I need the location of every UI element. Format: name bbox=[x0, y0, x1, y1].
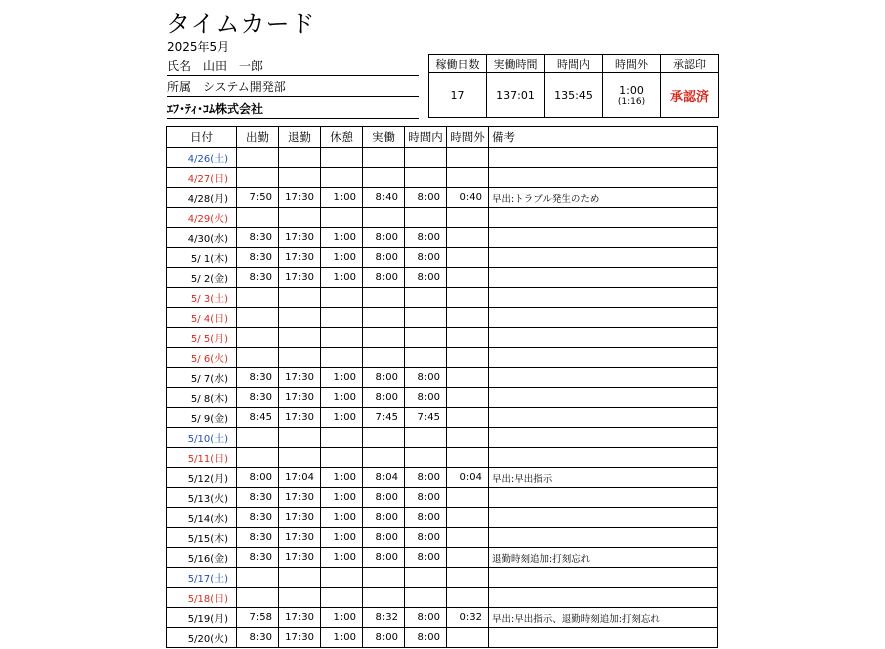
date-cell: 5/ 4(日) bbox=[167, 308, 237, 328]
break-cell bbox=[321, 448, 363, 468]
within-cell bbox=[405, 328, 447, 348]
overtime-cell: 0:04 bbox=[447, 468, 489, 488]
actual-cell bbox=[363, 568, 405, 588]
notes-cell bbox=[489, 308, 718, 328]
notes-cell bbox=[489, 508, 718, 528]
overtime-cell bbox=[447, 488, 489, 508]
overtime-cell bbox=[447, 548, 489, 568]
actual-cell: 8:00 bbox=[363, 228, 405, 248]
date-cell: 5/18(日) bbox=[167, 588, 237, 608]
employee-name-row bbox=[167, 57, 419, 76]
within-cell: 8:00 bbox=[405, 628, 447, 648]
table-row bbox=[167, 148, 718, 168]
dept-label: 所属 bbox=[167, 80, 192, 94]
break-cell: 1:00 bbox=[321, 268, 363, 288]
actual-cell bbox=[363, 308, 405, 328]
notes-cell bbox=[489, 348, 718, 368]
notes-cell: 早出:トラブル発生のため bbox=[489, 188, 718, 208]
table-row bbox=[167, 168, 718, 188]
within-cell bbox=[405, 308, 447, 328]
notes-cell bbox=[489, 408, 718, 428]
date-cell: 5/ 3(土) bbox=[167, 288, 237, 308]
within-cell: 8:00 bbox=[405, 228, 447, 248]
notes-cell bbox=[489, 228, 718, 248]
period-month: 2025年5月 bbox=[167, 40, 230, 54]
table-row bbox=[167, 508, 718, 528]
summary-within-hours: 135:45 bbox=[545, 73, 603, 118]
col-header-within: 時間内 bbox=[405, 127, 447, 148]
within-cell: 8:00 bbox=[405, 508, 447, 528]
date-cell: 5/10(土) bbox=[167, 428, 237, 448]
within-cell bbox=[405, 568, 447, 588]
notes-cell bbox=[489, 168, 718, 188]
actual-cell bbox=[363, 288, 405, 308]
clock-out-cell: 17:30 bbox=[279, 268, 321, 288]
clock-out-cell: 17:30 bbox=[279, 628, 321, 648]
clock-in-cell: 8:30 bbox=[237, 368, 279, 388]
table-row bbox=[167, 448, 718, 468]
within-cell: 8:00 bbox=[405, 188, 447, 208]
clock-in-cell bbox=[237, 568, 279, 588]
overtime-cell bbox=[447, 588, 489, 608]
clock-in-cell bbox=[237, 288, 279, 308]
clock-in-cell bbox=[237, 308, 279, 328]
date-cell: 4/30(水) bbox=[167, 228, 237, 248]
clock-in-cell: 8:30 bbox=[237, 228, 279, 248]
col-header-notes: 備考 bbox=[489, 127, 718, 148]
actual-cell bbox=[363, 428, 405, 448]
actual-cell bbox=[363, 448, 405, 468]
overtime-cell bbox=[447, 288, 489, 308]
department-row bbox=[167, 78, 419, 97]
clock-out-cell bbox=[279, 308, 321, 328]
actual-cell: 8:00 bbox=[363, 528, 405, 548]
notes-cell bbox=[489, 528, 718, 548]
summary-table bbox=[428, 54, 719, 118]
within-cell bbox=[405, 208, 447, 228]
actual-cell bbox=[363, 348, 405, 368]
clock-out-cell bbox=[279, 588, 321, 608]
overtime-cell bbox=[447, 628, 489, 648]
notes-cell bbox=[489, 268, 718, 288]
clock-in-cell: 8:30 bbox=[237, 388, 279, 408]
table-row bbox=[167, 248, 718, 268]
page-title: タイムカード bbox=[166, 10, 316, 38]
within-cell: 8:00 bbox=[405, 548, 447, 568]
approval-stamp-cell bbox=[661, 73, 719, 118]
within-cell bbox=[405, 288, 447, 308]
overtime-cell bbox=[447, 528, 489, 548]
date-cell: 5/20(火) bbox=[167, 628, 237, 648]
within-cell bbox=[405, 588, 447, 608]
actual-cell: 8:00 bbox=[363, 368, 405, 388]
date-cell: 5/13(火) bbox=[167, 488, 237, 508]
within-cell: 8:00 bbox=[405, 468, 447, 488]
clock-out-cell: 17:30 bbox=[279, 368, 321, 388]
summary-overtime-cell bbox=[603, 73, 661, 118]
actual-cell bbox=[363, 328, 405, 348]
actual-cell: 8:00 bbox=[363, 388, 405, 408]
notes-cell bbox=[489, 428, 718, 448]
overtime-cell bbox=[447, 308, 489, 328]
actual-cell: 8:00 bbox=[363, 268, 405, 288]
break-cell: 1:00 bbox=[321, 468, 363, 488]
overtime-cell bbox=[447, 388, 489, 408]
break-cell bbox=[321, 568, 363, 588]
date-cell: 5/ 5(月) bbox=[167, 328, 237, 348]
actual-cell bbox=[363, 168, 405, 188]
date-cell: 5/19(月) bbox=[167, 608, 237, 628]
summary-work-days: 17 bbox=[429, 73, 487, 118]
notes-cell bbox=[489, 388, 718, 408]
date-cell: 5/12(月) bbox=[167, 468, 237, 488]
table-row bbox=[167, 468, 718, 488]
table-row bbox=[167, 228, 718, 248]
clock-out-cell: 17:04 bbox=[279, 468, 321, 488]
notes-cell: 早出:早出指示 bbox=[489, 468, 718, 488]
notes-cell bbox=[489, 248, 718, 268]
overtime-cell bbox=[447, 368, 489, 388]
approval-stamp: 承認済 bbox=[669, 89, 709, 105]
clock-in-cell: 7:58 bbox=[237, 608, 279, 628]
clock-out-cell: 17:30 bbox=[279, 228, 321, 248]
actual-cell: 8:40 bbox=[363, 188, 405, 208]
overtime-cell: 0:40 bbox=[447, 188, 489, 208]
name-label: 氏名 bbox=[167, 59, 192, 73]
clock-out-cell bbox=[279, 348, 321, 368]
notes-cell: 退勤時刻追加:打刻忘れ bbox=[489, 548, 718, 568]
actual-cell bbox=[363, 588, 405, 608]
break-cell bbox=[321, 588, 363, 608]
within-cell bbox=[405, 148, 447, 168]
timecard-table bbox=[166, 126, 718, 648]
break-cell bbox=[321, 288, 363, 308]
actual-cell: 8:00 bbox=[363, 628, 405, 648]
clock-in-cell: 8:30 bbox=[237, 488, 279, 508]
actual-cell: 8:00 bbox=[363, 248, 405, 268]
break-cell: 1:00 bbox=[321, 528, 363, 548]
overtime-cell: 0:32 bbox=[447, 608, 489, 628]
notes-cell bbox=[489, 288, 718, 308]
break-cell: 1:00 bbox=[321, 628, 363, 648]
clock-out-cell bbox=[279, 208, 321, 228]
clock-in-cell bbox=[237, 168, 279, 188]
within-cell bbox=[405, 348, 447, 368]
clock-in-cell: 8:45 bbox=[237, 408, 279, 428]
clock-out-cell bbox=[279, 148, 321, 168]
table-row bbox=[167, 488, 718, 508]
dept-value: システム開発部 bbox=[203, 80, 286, 94]
break-cell: 1:00 bbox=[321, 188, 363, 208]
break-cell: 1:00 bbox=[321, 508, 363, 528]
col-header-date: 日付 bbox=[167, 127, 237, 148]
col-header-break: 休憩 bbox=[321, 127, 363, 148]
within-cell bbox=[405, 428, 447, 448]
clock-out-cell bbox=[279, 328, 321, 348]
clock-out-cell: 17:30 bbox=[279, 528, 321, 548]
summary-header-within-hours: 時間内 bbox=[545, 55, 603, 73]
break-cell: 1:00 bbox=[321, 388, 363, 408]
overtime-cell bbox=[447, 248, 489, 268]
summary-header-actual-hours: 実働時間 bbox=[487, 55, 545, 73]
clock-out-cell bbox=[279, 428, 321, 448]
clock-in-cell: 8:30 bbox=[237, 248, 279, 268]
clock-out-cell: 17:30 bbox=[279, 388, 321, 408]
summary-header-work-days: 稼働日数 bbox=[429, 55, 487, 73]
actual-cell: 8:00 bbox=[363, 508, 405, 528]
within-cell: 8:00 bbox=[405, 388, 447, 408]
clock-out-cell bbox=[279, 168, 321, 188]
break-cell bbox=[321, 428, 363, 448]
date-cell: 4/26(土) bbox=[167, 148, 237, 168]
overtime-cell bbox=[447, 448, 489, 468]
actual-cell: 7:45 bbox=[363, 408, 405, 428]
date-cell: 5/ 9(金) bbox=[167, 408, 237, 428]
date-cell: 5/17(土) bbox=[167, 568, 237, 588]
clock-out-cell: 17:30 bbox=[279, 248, 321, 268]
clock-in-cell: 8:30 bbox=[237, 548, 279, 568]
summary-overtime-sub: (1:16) bbox=[617, 96, 646, 107]
break-cell: 1:00 bbox=[321, 248, 363, 268]
break-cell bbox=[321, 168, 363, 188]
date-cell: 4/28(月) bbox=[167, 188, 237, 208]
clock-in-cell: 8:30 bbox=[237, 268, 279, 288]
break-cell bbox=[321, 328, 363, 348]
clock-in-cell: 8:30 bbox=[237, 528, 279, 548]
summary-actual-hours: 137:01 bbox=[487, 73, 545, 118]
summary-overtime: 1:00 bbox=[619, 83, 644, 97]
clock-in-cell bbox=[237, 348, 279, 368]
overtime-cell bbox=[447, 568, 489, 588]
clock-out-cell: 17:30 bbox=[279, 608, 321, 628]
table-row bbox=[167, 528, 718, 548]
within-cell: 8:00 bbox=[405, 488, 447, 508]
within-cell: 8:00 bbox=[405, 528, 447, 548]
table-header-row bbox=[167, 127, 718, 148]
table-row bbox=[167, 608, 718, 628]
clock-out-cell: 17:30 bbox=[279, 488, 321, 508]
clock-in-cell bbox=[237, 588, 279, 608]
overtime-cell bbox=[447, 168, 489, 188]
overtime-cell bbox=[447, 348, 489, 368]
table-row bbox=[167, 268, 718, 288]
table-row bbox=[167, 288, 718, 308]
clock-in-cell bbox=[237, 328, 279, 348]
within-cell bbox=[405, 168, 447, 188]
notes-cell bbox=[489, 448, 718, 468]
overtime-cell bbox=[447, 508, 489, 528]
notes-cell bbox=[489, 208, 718, 228]
col-header-clock-in: 出勤 bbox=[237, 127, 279, 148]
summary-header-overtime: 時間外 bbox=[603, 55, 661, 73]
clock-out-cell: 17:30 bbox=[279, 188, 321, 208]
break-cell bbox=[321, 148, 363, 168]
overtime-cell bbox=[447, 228, 489, 248]
table-row bbox=[167, 368, 718, 388]
table-row bbox=[167, 408, 718, 428]
col-header-overtime: 時間外 bbox=[447, 127, 489, 148]
break-cell bbox=[321, 208, 363, 228]
date-cell: 5/ 6(火) bbox=[167, 348, 237, 368]
clock-out-cell bbox=[279, 568, 321, 588]
date-cell: 4/29(火) bbox=[167, 208, 237, 228]
clock-out-cell bbox=[279, 448, 321, 468]
actual-cell: 8:04 bbox=[363, 468, 405, 488]
date-cell: 4/27(日) bbox=[167, 168, 237, 188]
table-row bbox=[167, 328, 718, 348]
company-name: ｴﾌ･ﾃｨ･ｺﾑ株式会社 bbox=[167, 100, 419, 119]
break-cell bbox=[321, 348, 363, 368]
col-header-actual: 実働 bbox=[363, 127, 405, 148]
break-cell: 1:00 bbox=[321, 488, 363, 508]
date-cell: 5/ 1(木) bbox=[167, 248, 237, 268]
table-row bbox=[167, 388, 718, 408]
within-cell bbox=[405, 448, 447, 468]
table-row bbox=[167, 568, 718, 588]
clock-in-cell: 8:00 bbox=[237, 468, 279, 488]
actual-cell: 8:00 bbox=[363, 488, 405, 508]
overtime-cell bbox=[447, 328, 489, 348]
within-cell: 8:00 bbox=[405, 608, 447, 628]
overtime-cell bbox=[447, 268, 489, 288]
clock-in-cell: 8:30 bbox=[237, 508, 279, 528]
actual-cell bbox=[363, 208, 405, 228]
clock-out-cell: 17:30 bbox=[279, 408, 321, 428]
name-value: 山田 一郎 bbox=[203, 59, 264, 73]
table-row bbox=[167, 208, 718, 228]
within-cell: 8:00 bbox=[405, 368, 447, 388]
break-cell: 1:00 bbox=[321, 408, 363, 428]
clock-in-cell: 7:50 bbox=[237, 188, 279, 208]
within-cell: 7:45 bbox=[405, 408, 447, 428]
clock-out-cell: 17:30 bbox=[279, 508, 321, 528]
actual-cell: 8:32 bbox=[363, 608, 405, 628]
date-cell: 5/15(木) bbox=[167, 528, 237, 548]
notes-cell bbox=[489, 588, 718, 608]
clock-out-cell bbox=[279, 288, 321, 308]
overtime-cell bbox=[447, 208, 489, 228]
summary-header-approval: 承認印 bbox=[661, 55, 719, 73]
notes-cell bbox=[489, 368, 718, 388]
clock-out-cell: 17:30 bbox=[279, 548, 321, 568]
table-row bbox=[167, 308, 718, 328]
within-cell: 8:00 bbox=[405, 248, 447, 268]
clock-in-cell: 8:30 bbox=[237, 628, 279, 648]
date-cell: 5/16(金) bbox=[167, 548, 237, 568]
table-row bbox=[167, 548, 718, 568]
table-row bbox=[167, 188, 718, 208]
notes-cell bbox=[489, 628, 718, 648]
table-row bbox=[167, 348, 718, 368]
date-cell: 5/11(日) bbox=[167, 448, 237, 468]
notes-cell bbox=[489, 568, 718, 588]
clock-in-cell bbox=[237, 448, 279, 468]
notes-cell bbox=[489, 328, 718, 348]
notes-cell: 早出:早出指示、退勤時刻追加:打刻忘れ bbox=[489, 608, 718, 628]
date-cell: 5/14(水) bbox=[167, 508, 237, 528]
break-cell: 1:00 bbox=[321, 228, 363, 248]
overtime-cell bbox=[447, 428, 489, 448]
break-cell: 1:00 bbox=[321, 548, 363, 568]
overtime-cell bbox=[447, 148, 489, 168]
date-cell: 5/ 7(水) bbox=[167, 368, 237, 388]
date-cell: 5/ 8(木) bbox=[167, 388, 237, 408]
col-header-clock-out: 退勤 bbox=[279, 127, 321, 148]
actual-cell bbox=[363, 148, 405, 168]
within-cell: 8:00 bbox=[405, 268, 447, 288]
clock-in-cell bbox=[237, 208, 279, 228]
overtime-cell bbox=[447, 408, 489, 428]
notes-cell bbox=[489, 148, 718, 168]
table-row bbox=[167, 588, 718, 608]
table-row bbox=[167, 428, 718, 448]
break-cell: 1:00 bbox=[321, 608, 363, 628]
clock-in-cell bbox=[237, 148, 279, 168]
table-row bbox=[167, 628, 718, 648]
clock-in-cell bbox=[237, 428, 279, 448]
date-cell: 5/ 2(金) bbox=[167, 268, 237, 288]
actual-cell: 8:00 bbox=[363, 548, 405, 568]
notes-cell bbox=[489, 488, 718, 508]
break-cell: 1:00 bbox=[321, 368, 363, 388]
break-cell bbox=[321, 308, 363, 328]
